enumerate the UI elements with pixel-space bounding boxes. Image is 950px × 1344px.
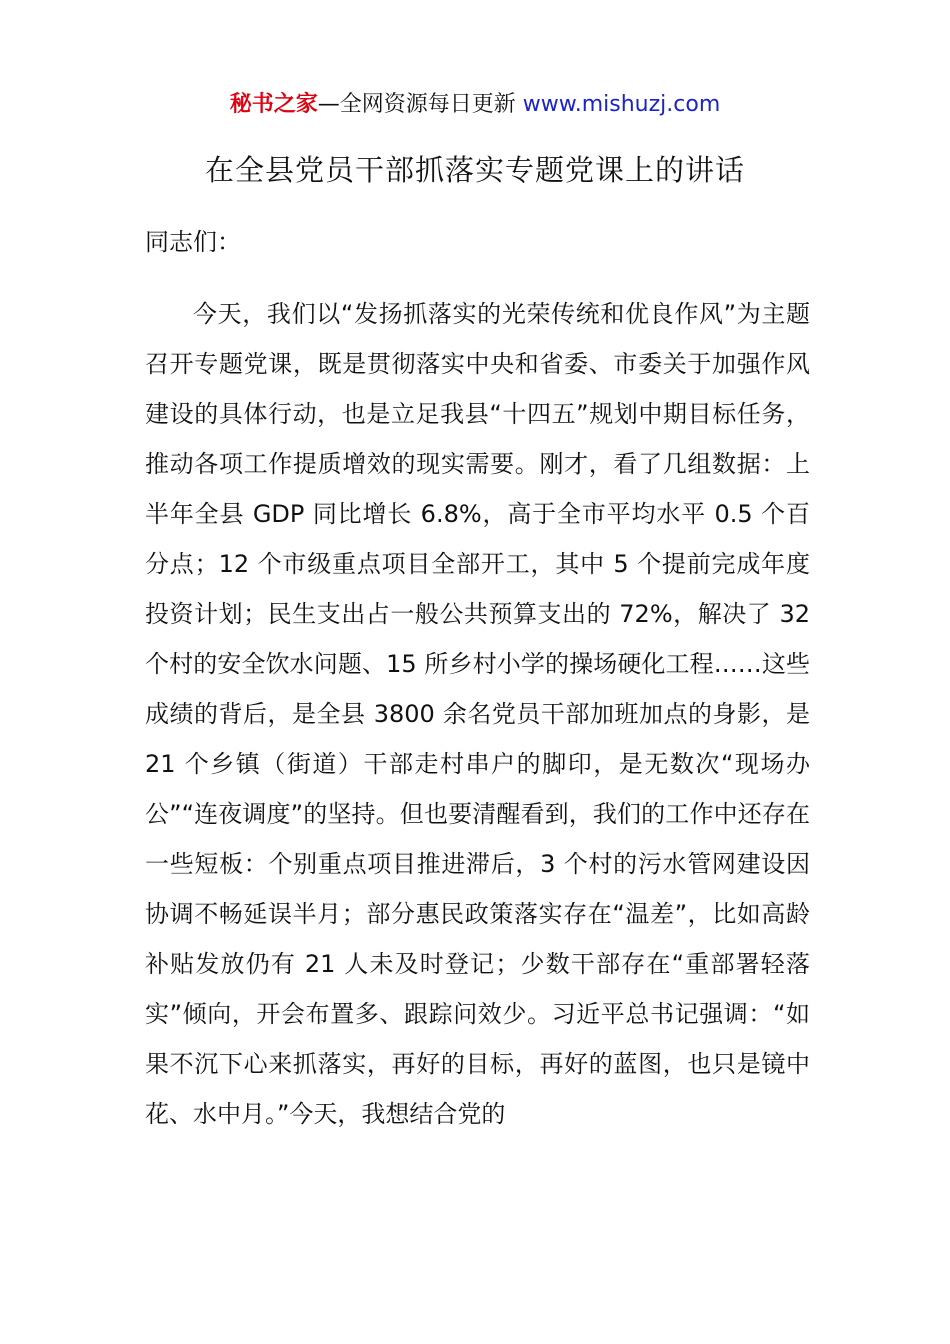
site-header (0, 88, 950, 122)
site-brand: 秘书之家 (229, 92, 318, 117)
salutation: 同志们： (145, 228, 241, 256)
body-paragraph: 今天，我们以“发扬抓落实的光荣传统和优良作风”为主题召开专题党课，既是贯彻落实中央和省委、市委关于加强作风建设的具体行动，也是立足我县“十四五”规划中期目标任务，推动各项工作提质增效的现实需要。刚才，看了几组数据：上半年全县 GDP 同比增长 6.8%，高于全市平均水平 0.5 个百分点；12 个市级重点项目全部开工，其中 5 个提前完成年度投资计划；民生支出占一般公共预算支出的 72%，解决了 32 个村的安全饮水问题、15 所乡村小学的操场硬化工程……这些成绩的背后，是全县 3800 余名党员干部加班加点的身影，是 21 个乡镇（街道）干部走村串户的脚印，是无数次“现场办公”“连夜调度”的坚持。但也要清醒看到，我们的工作中还存在一些短板：个别重点项目推进滞后，3 个村的污水管网建设因协调不畅延误半月；部分惠民政策落实存在“温差”，比如高龄补贴发放仍有 21 人未及时登记；少数干部存在“重部署轻落实”倾向，开会布置多、跟踪问效少。习近平总书记强调：“如果不沉下心来抓落实，再好的目标，再好的蓝图，也只是镜中花、水中月。”今天，我想结合党的 (145, 300, 810, 1128)
site-tagline: —全网资源每日更新 (317, 92, 523, 117)
site-url-link[interactable]: www.mishuzj.com (522, 92, 721, 117)
document-title: 在全县党员干部抓落实专题党课上的讲话 (204, 153, 745, 187)
